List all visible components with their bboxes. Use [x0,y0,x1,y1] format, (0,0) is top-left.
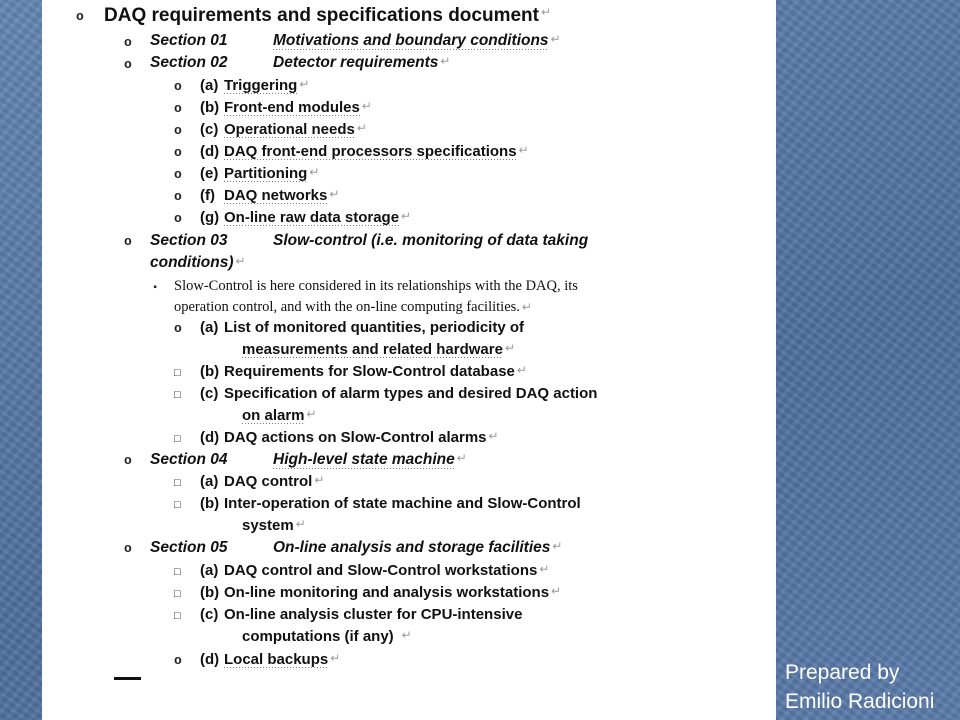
list-item: (c) Specification of alarm types and desired DAQ action [200,385,598,402]
outline-bullet [174,145,182,160]
section-04-heading: Section 04 High-level state machine ↵ [150,451,467,468]
outline-bullet [174,211,182,226]
outline-bullet [124,453,132,468]
list-item: (a) Triggering ↵ [200,77,310,94]
list-item: (c) On-line analysis cluster for CPU-intensive [200,606,523,623]
square-bullet [174,564,181,579]
outline-bullet [174,321,182,336]
credit-line-1: Prepared by [785,661,900,684]
list-item: (b) On-line monitoring and analysis workstations ↵ [200,584,562,601]
list-item: (g) On-line raw data storage ↵ [200,209,412,226]
list-item: (d) DAQ front-end processors specifications ↵ [200,143,529,160]
section-01-heading: Section 01 Motivations and boundary conditions ↵ [150,32,561,49]
section-03-heading: Section 03 Slow-control (i.e. monitoring of data taking [150,232,589,249]
list-item: (b) Inter-operation of state machine and Slow-Control [200,495,581,512]
outline-bullet [174,79,182,94]
section-05-heading: Section 05 On-line analysis and storage facilities ↵ [150,539,563,556]
outline-bullet [124,57,132,72]
section-03-heading-continued: conditions) ↵ [150,254,246,271]
square-bullet [174,608,181,623]
document-title: DAQ requirements and specifications document ↵ [104,5,552,26]
list-item: (b) Front-end modules ↵ [200,99,372,116]
author-credit [785,658,934,716]
list-item-continued: on alarm ↵ [242,407,317,424]
outline-bullet [174,101,182,116]
square-bullet [174,387,181,402]
text-cursor-dash [114,677,141,680]
list-item-continued: system ↵ [242,517,306,534]
list-item: (d) Local backups ↵ [200,651,341,668]
list-item-continued: computations (if any) ↵ [242,628,412,645]
credit-line-2: Emilio Radicioni [785,690,935,713]
outline-bullet [174,123,182,138]
section-03-note: Slow-Control is here considered in its relationships with the DAQ, its operation control, and with the on-line computing facilities. ↵ [174,278,578,315]
list-item: (b) Requirements for Slow-Control database ↵ [200,363,527,380]
list-item: (f) DAQ networks ↵ [200,187,340,204]
outline-bullet [174,653,182,668]
square-bullet [152,279,158,294]
outline-bullet [124,541,132,556]
outline-bullet [124,35,132,50]
outline-bullet [124,234,132,249]
outline-bullet [76,9,84,24]
list-item: (a) DAQ control ↵ [200,473,325,490]
list-item: (e) Partitioning ↵ [200,165,320,182]
outline-bullet [174,189,182,204]
list-item: (d) DAQ actions on Slow-Control alarms ↵ [200,429,499,446]
list-item: (a) DAQ control and Slow-Control workstations ↵ [200,562,550,579]
square-bullet [174,586,181,601]
square-bullet [174,431,181,446]
list-item: (c) Operational needs ↵ [200,121,367,138]
list-item: (a) List of monitored quantities, periodicity of [200,319,525,336]
document-page [42,0,776,720]
square-bullet [174,475,181,490]
outline-bullet [174,167,182,182]
section-02-heading: Section 02 Detector requirements ↵ [150,54,451,71]
square-bullet [174,365,181,380]
square-bullet [174,497,181,512]
list-item-continued: measurements and related hardware ↵ [242,341,516,358]
